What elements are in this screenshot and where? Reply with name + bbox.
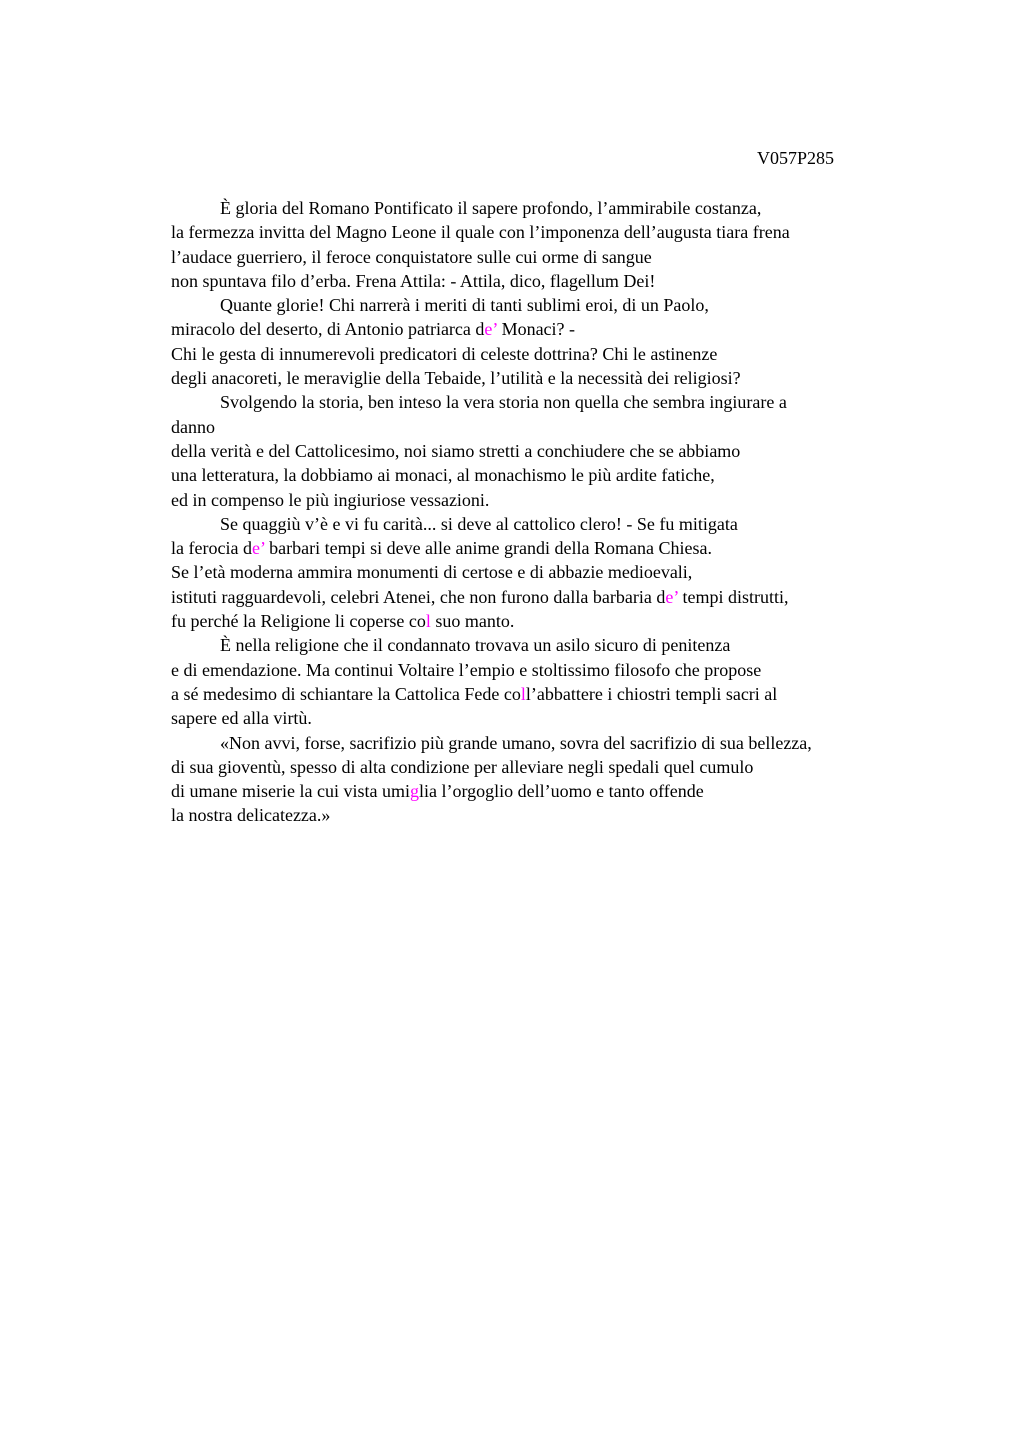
text-segment: fu perché la Religione li coperse co <box>171 611 426 632</box>
text-segment: degli anacoreti, le meraviglie della Tebaide, l’utilità e la necessità dei religiosi? <box>171 368 741 389</box>
highlighted-correction: e’ <box>665 586 678 607</box>
text-line <box>171 706 911 730</box>
text-segment: ed in compenso le più ingiuriose vessazioni. <box>171 489 490 510</box>
text-segment: Se l’età moderna ammira monumenti di certose e di abbazie medioevali, <box>171 562 693 583</box>
text-segment: la fermezza invitta del Magno Leone il quale con l’imponenza dell’augusta tiara frena <box>171 222 790 243</box>
text-segment: barbari tempi si deve alle anime grandi della Romana Chiesa. <box>264 538 712 559</box>
text-segment: «Non avvi, forse, sacrifizio più grande umano, sovra del sacrifizio di sua bellezza, <box>220 732 812 753</box>
text-segment: e di emendazione. Ma continui Voltaire l’empio e stoltissimo filosofo che propose <box>171 659 762 680</box>
document-body <box>171 196 911 828</box>
text-line <box>171 269 911 293</box>
text-segment: miracolo del deserto, di Antonio patriarca d <box>171 319 485 340</box>
text-line <box>171 512 911 536</box>
text-line <box>171 682 911 706</box>
highlighted-correction: l <box>425 611 431 632</box>
text-line <box>171 317 911 341</box>
text-line <box>171 609 911 633</box>
text-segment: della verità e del Cattolicesimo, noi siamo stretti a conchiudere che se abbiamo <box>171 440 741 461</box>
text-segment: È nella religione che il condannato trovava un asilo sicuro di penitenza <box>220 635 731 656</box>
text-segment: la ferocia d <box>171 538 252 559</box>
text-segment: l’abbattere i chiostri templi sacri al <box>525 683 778 704</box>
text-segment: Se quaggiù v’è e vi fu carità... si deve al cattolico clero! - Se fu mitigata <box>220 513 738 534</box>
text-segment: a sé medesimo di schiantare la Cattolica Fede co <box>171 683 521 704</box>
text-line <box>171 755 911 779</box>
page-identifier: V057P285 <box>757 148 835 168</box>
text-line <box>171 560 911 584</box>
text-line <box>171 220 911 244</box>
highlighted-correction: l <box>520 683 526 704</box>
text-segment: di sua gioventù, spesso di alta condizione per alleviare negli spedali quel cumulo <box>171 756 754 777</box>
text-line <box>171 779 911 803</box>
text-line <box>171 342 911 366</box>
highlighted-correction: e’ <box>251 538 265 559</box>
highlighted-correction: e’ <box>484 319 498 340</box>
text-line <box>171 463 911 487</box>
text-segment: Svolgendo la storia, ben inteso la vera storia non quella che sembra ingiurare a <box>220 392 787 413</box>
text-segment: suo manto. <box>430 611 515 632</box>
text-segment: istituti ragguardevoli, celebri Atenei, che non furono dalla barbaria d <box>171 586 666 607</box>
text-line <box>171 536 911 560</box>
text-line <box>171 658 911 682</box>
text-segment: sapere ed alla virtù. <box>171 708 312 729</box>
text-segment: lia l’orgoglio dell’uomo e tanto offende <box>418 781 704 802</box>
highlighted-correction: g <box>409 781 419 802</box>
text-segment: È gloria del Romano Pontificato il sapere profondo, l’ammirabile costanza, <box>220 198 762 218</box>
text-line <box>171 803 911 827</box>
text-line <box>171 488 911 512</box>
text-line <box>171 415 911 439</box>
text-segment: non spuntava filo d’erba. Frena Attila: - Attila, dico, flagellum Dei! <box>171 270 656 291</box>
text-segment: danno <box>171 416 215 437</box>
text-segment: Quante glorie! Chi narrerà i meriti di tanti sublimi eroi, di un Paolo, <box>220 295 709 316</box>
text-line <box>171 585 911 609</box>
text-line <box>171 366 911 390</box>
text-line <box>171 390 911 414</box>
text-line <box>171 731 911 755</box>
text-segment: Monaci? - <box>497 319 576 340</box>
text-segment: la nostra delicatezza.» <box>171 805 331 826</box>
text-line <box>171 196 911 220</box>
text-line <box>171 293 911 317</box>
text-line <box>171 439 911 463</box>
text-line <box>171 633 911 657</box>
text-segment: di umane miserie la cui vista umi <box>171 781 410 802</box>
text-segment: l’audace guerriero, il feroce conquistatore sulle cui orme di sangue <box>171 246 652 267</box>
text-line <box>171 245 911 269</box>
text-segment: tempi distrutti, <box>677 586 789 607</box>
text-segment: una letteratura, la dobbiamo ai monaci, al monachismo le più ardite fatiche, <box>171 465 715 486</box>
text-segment: Chi le gesta di innumerevoli predicatori di celeste dottrina? Chi le astinenze <box>171 343 718 364</box>
